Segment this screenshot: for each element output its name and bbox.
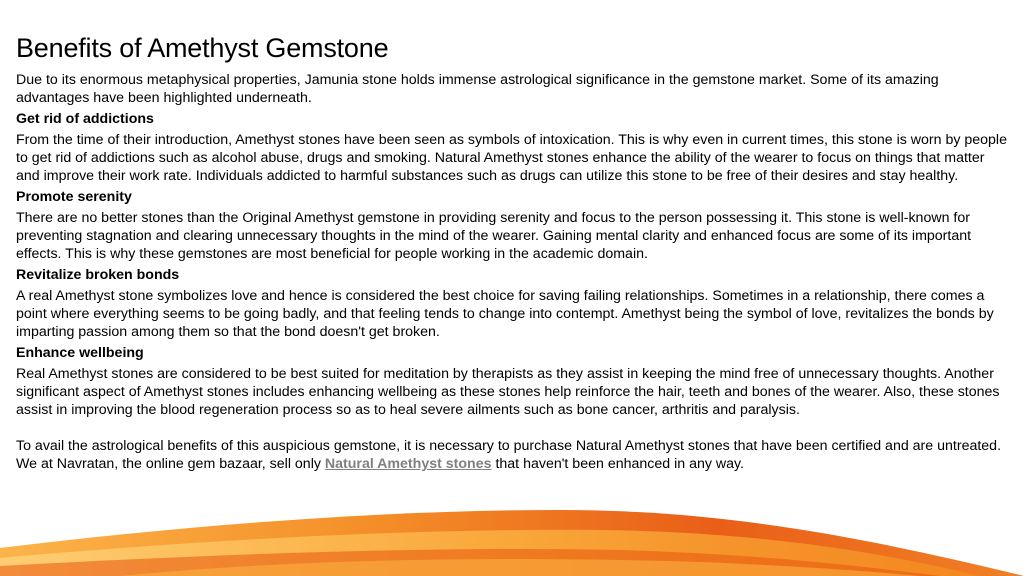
natural-amethyst-link[interactable]: Natural Amethyst stones [324,456,492,472]
intro-paragraph: Due to its enormous metaphysical properties, Jamunia stone holds immense astrological significance in the gemstone market. Some of its amazing advantages have been highlighted underneath. [16,72,939,106]
section-body-bonds: A real Amethyst stone symbolizes love and hence is considered the best choice for saving failing relationships. Sometimes in a relationship, there comes a point where everything seems to be going badly, and that feeling tends to change into contempt. Amethyst being the symbol of love, revitalizes the bonds by imparting passion among them so that the bond doesn't get broken. [16,288,994,340]
section-heading-serenity: Promote serenity [16,189,132,205]
section-body-addictions: From the time of their introduction, Amethyst stones have been seen as symbols of intoxication. This is why even in current times, this stone is worn by people to get rid of addictions such as alcohol abuse, drugs and smoking. Natural Amethyst stones enhance the ability of the wearer to focus on things that matter and improve their work rate. Individuals addicted to harmful substances such as drugs can utilize this stone to be free of their desires and stay healthy. [16,132,1007,184]
spacer [16,422,1012,437]
section-heading-addictions: Get rid of addictions [16,111,154,127]
closing-text-before: To avail the astrological benefits of this auspicious gemstone, it is necessary to purchase Natural Amethyst stones that have been certified and are untreated. We at Navratan, the online gem bazaar, sell only [16,438,1002,472]
closing-paragraph [16,437,1012,473]
closing-text-after: that haven't been enhanced in any way. [491,456,745,472]
section-heading-bonds: Revitalize broken bonds [16,267,180,283]
section-body-wellbeing: Real Amethyst stones are considered to be best suited for meditation by therapists as they assist in keeping the mind free of unnecessary thoughts. Another significant aspect of Amethyst stones includes enhancing wellbeing as these stones help reinforce the hair, teeth and bones of the wearer. Also, these stones assist in improving the blood regeneration process so as to heal severe ailments such as bone cancer, arthritis and paralysis. [16,366,1000,418]
section-body-serenity: There are no better stones than the Original Amethyst gemstone in providing serenity and focus to the person possessing it. This stone is well-known for preventing stagnation and clearing unnecessary thoughts in the mind of the wearer. Gaining mental clarity and enhanced focus are some of its important effects. This is why these gemstones are most beneficial for people working in the academic domain. [16,210,972,262]
page-title: Benefits of Amethyst Gemstone [16,33,389,63]
orange-swoosh-decoration [0,496,1024,576]
section-heading-wellbeing: Enhance wellbeing [16,345,144,361]
slide-content [16,30,1012,476]
